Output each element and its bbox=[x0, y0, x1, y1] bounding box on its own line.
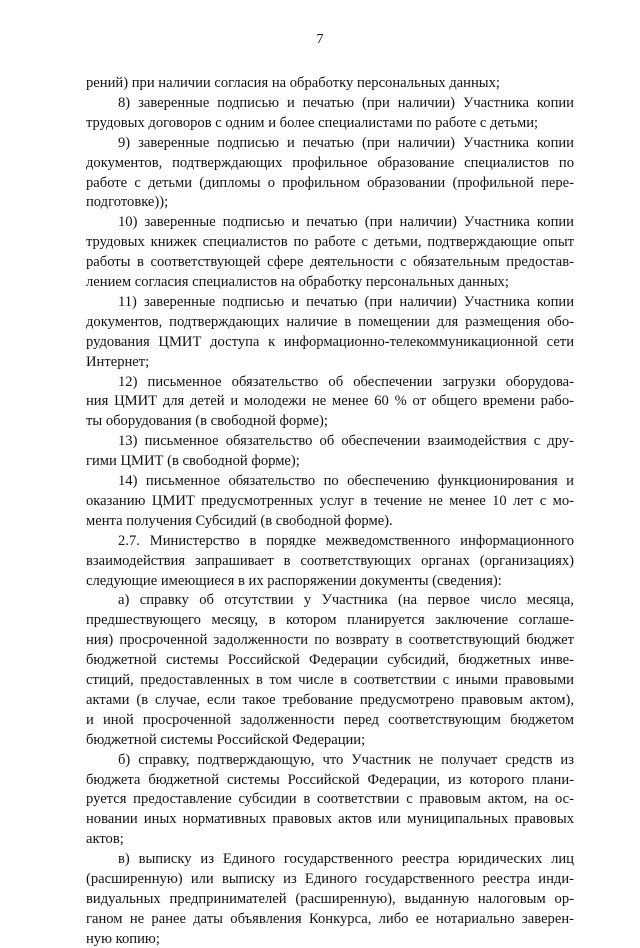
text-line: руется предоставление субсидии в соответствии с правовым актом, на ос- bbox=[86, 791, 574, 808]
text-line: новании иных нормативных правовых актов или муниципальных правовых bbox=[86, 811, 574, 828]
text-line: рений) при наличии согласия на обработку персональных данных; bbox=[86, 75, 500, 91]
text-line: Интернет; bbox=[86, 353, 150, 370]
text-line: трудовых договоров с одним и более специалистами по работе с детьми; bbox=[86, 114, 539, 131]
text-line: подготовке)); bbox=[86, 194, 169, 211]
text-line: ты оборудования (в свободной форме); bbox=[86, 413, 328, 430]
text-line: предшествующего месяцу, в котором планируется заключение соглаше- bbox=[86, 612, 574, 629]
text-line: рудования ЦМИТ доступа к информационно-телекоммуникационной сети bbox=[86, 333, 574, 350]
text-line: 12) письменное обязательство об обеспечении загрузки оборудова- bbox=[118, 373, 574, 390]
text-line: б) справку, подтверждающую, что Участник не получает средств из bbox=[118, 751, 574, 768]
text-line: работе с детьми (дипломы о профильном образовании (профильной пере- bbox=[86, 174, 574, 191]
text-line: стиций, предоставленных в том числе в соответствии с иными правовыми bbox=[86, 672, 574, 688]
text-line: 11) заверенные подписью и печатью (при наличии) Участника копии bbox=[118, 293, 574, 310]
text-line: гими ЦМИТ (в свободной форме); bbox=[86, 453, 300, 470]
text-line: документов, подтверждающих наличие в помещении для размещения обо- bbox=[86, 313, 574, 330]
text-line: бюджетной системы Российской Федерации субсидий, бюджетных инве- bbox=[86, 652, 574, 669]
text-line: 10) заверенные подписью и печатью (при наличии) Участника копии bbox=[118, 214, 574, 231]
page-number: 7 bbox=[316, 32, 324, 47]
text-line: взаимодействия запрашивает в соответствующих органах (организациях) bbox=[86, 552, 574, 569]
text-line: работы в соответствующей сфере деятельности с обязательным предостав- bbox=[86, 254, 574, 271]
text-line: (расширенную) или выписку из Единого государственного реестра инди- bbox=[86, 871, 574, 887]
text-line: ную копию; bbox=[86, 930, 160, 947]
text-line: бюджетной системы Российской Федерации; bbox=[86, 731, 366, 748]
text-line: мента получения Субсидий (в свободной форме). bbox=[86, 512, 393, 529]
text-line: 9) заверенные подписью и печатью (при наличии) Участника копии bbox=[118, 134, 574, 151]
text-line: оказанию ЦМИТ предусмотренных услуг в течение не менее 10 лет с мо- bbox=[86, 492, 574, 509]
text-line: лением согласия специалистов на обработку персональных данных; bbox=[86, 274, 509, 290]
text-line: и иной просроченной задолженности перед соответствующим бюджетом bbox=[86, 711, 574, 728]
text-line: трудовых книжек специалистов по работе с детьми, подтверждающие опыт bbox=[86, 234, 574, 251]
text-line: ния) просроченной задолженности по возврату в соответствующий бюджет bbox=[86, 632, 574, 649]
text-line: видуальных предпринимателей (расширенную), выданную налоговым ор- bbox=[86, 890, 574, 907]
text-line: 2.7. Министерство в порядке межведомственного информационного bbox=[118, 532, 574, 549]
text-line: 13) письменное обязательство об обеспечении взаимодействия с дру- bbox=[118, 433, 574, 450]
text-line: актов; bbox=[86, 831, 124, 848]
text-line: следующие имеющиеся в их распоряжении документы (сведения): bbox=[86, 572, 502, 589]
text-line: в) выписку из Единого государственного реестра юридических лиц bbox=[118, 851, 574, 868]
text-line: бюджета бюджетной системы Российской Федерации, из которого плани- bbox=[86, 771, 574, 788]
text-line: 14) письменное обязательство по обеспечению функционирования и bbox=[118, 473, 574, 489]
text-line: актами (в случае, если такое требование предусмотрено правовым актом), bbox=[86, 691, 574, 708]
text-line: ния ЦМИТ для детей и молодежи не менее 60 % от общего времени рабо- bbox=[86, 393, 574, 410]
text-line: а) справку об отсутствии у Участника (на первое число месяца, bbox=[118, 592, 574, 609]
text-line: ганом не ранее даты объявления Конкурса, либо ее нотариально заверен- bbox=[86, 910, 574, 927]
text-line: документов, подтверждающих профильное образование специалистов по bbox=[86, 154, 574, 171]
text-line: 8) заверенные подписью и печатью (при наличии) Участника копии bbox=[118, 94, 574, 111]
